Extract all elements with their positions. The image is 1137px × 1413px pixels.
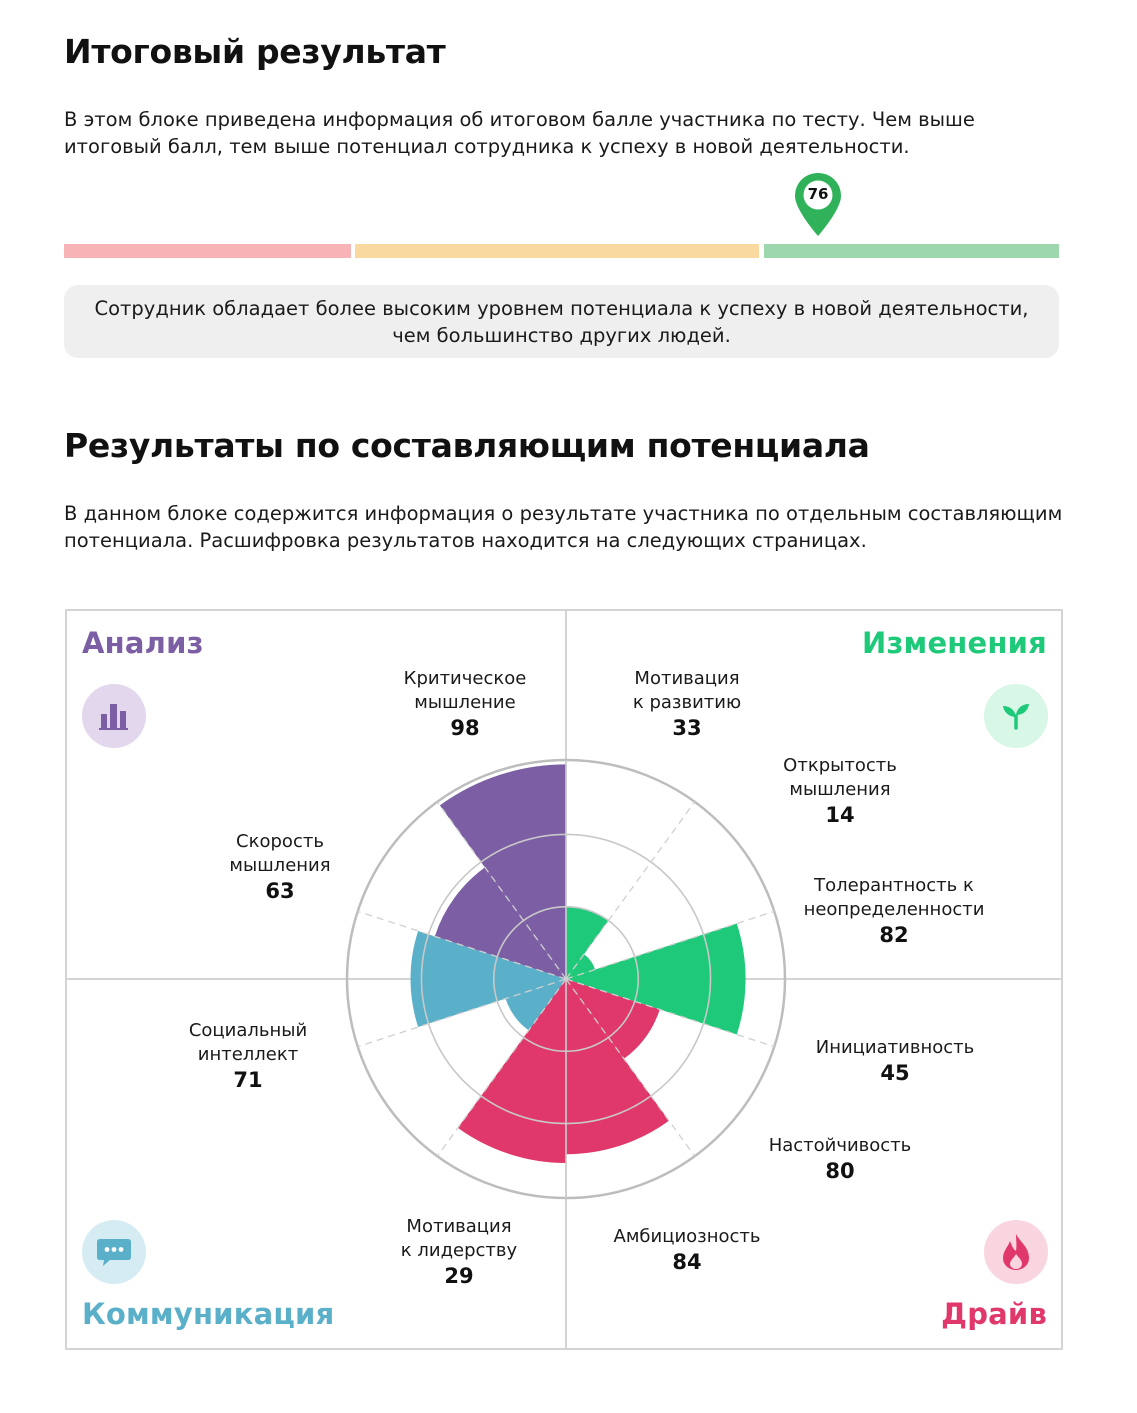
metric-label-line1: Открытость [783,755,897,776]
metric-value: 29 [444,1264,474,1288]
metric-label-line1: Критическое [403,668,527,689]
metric-label-line1: Инициативность [815,1037,975,1058]
metric-value: 98 [450,716,480,740]
metric-label-line1: Социальный [188,1020,308,1041]
score-marker-icon [792,170,844,240]
metric-label-line2: интеллект [197,1044,299,1065]
components-chart-panel [65,609,1063,1350]
metric-value: 14 [825,803,855,827]
metric-label-line1: Мотивация [406,1216,512,1237]
metric-label-line2: к лидерству [400,1240,518,1261]
scale-segment-low [64,244,351,258]
metric-value: 80 [825,1159,855,1183]
metric-social-intelligence [168,1019,328,1094]
components-title: Результаты по составляющим потенциала [64,426,870,465]
summary-description: В этом блоке приведена информация об итоговом балле участника по тесту. Чем выше итоговый балл, тем выше потенциал сотрудника к успеху в новой деятельности. [64,108,975,158]
metric-value: 45 [880,1061,910,1085]
metric-tolerance [780,874,1008,949]
polar-bar-chart [67,611,1065,1352]
scale-segment-medium [355,244,759,258]
metric-label-line1: Скорость [236,831,324,852]
metric-label-line2: мышление [414,692,516,713]
metric-label-line1: Амбициозность [613,1226,761,1247]
metric-label-line2: к развитию [632,692,742,713]
quadrant-title-analysis: Анализ [82,626,204,660]
metric-critical-thinking [385,667,545,742]
quadrant-title-communication: Коммуникация [82,1297,335,1331]
metric-value: 84 [672,1250,702,1274]
metric-development-motivation [607,667,767,742]
quadrant-title-change: Изменения [862,626,1047,660]
metric-thinking-speed [205,830,355,905]
metric-value: 82 [879,923,909,947]
score-value: 76 [807,185,829,203]
metric-label-line2: неопределенности [803,899,985,920]
metric-value: 63 [265,879,295,903]
metric-ambition [597,1225,777,1276]
verdict-box [64,285,1059,358]
metric-label-line2: мышления [789,779,891,800]
metric-label-line1: Толерантность к [814,875,974,896]
metric-label-line1: Настойчивость [768,1135,912,1156]
metric-persistence [750,1134,930,1185]
metric-value: 33 [672,716,702,740]
metric-initiative [797,1036,993,1087]
metric-value: 71 [233,1068,263,1092]
metric-label-line2: мышления [229,855,331,876]
quadrant-title-drive: Драйв [941,1297,1047,1331]
summary-title: Итоговый результат [64,32,446,71]
metric-leadership-motivation [379,1215,539,1290]
metric-label-line1: Мотивация [634,668,740,689]
verdict-text: Сотрудник обладает более высоким уровнем потенциала к успеху в новой деятельности, чем большинство других людей. [94,296,1029,347]
scale-segment-high [764,244,1059,258]
components-description: В данном блоке содержится информация о результате участника по отдельным составляющим потенциала. Расшифровка результатов находится на следующих страницах. [64,502,1063,552]
metric-openness [760,754,920,829]
